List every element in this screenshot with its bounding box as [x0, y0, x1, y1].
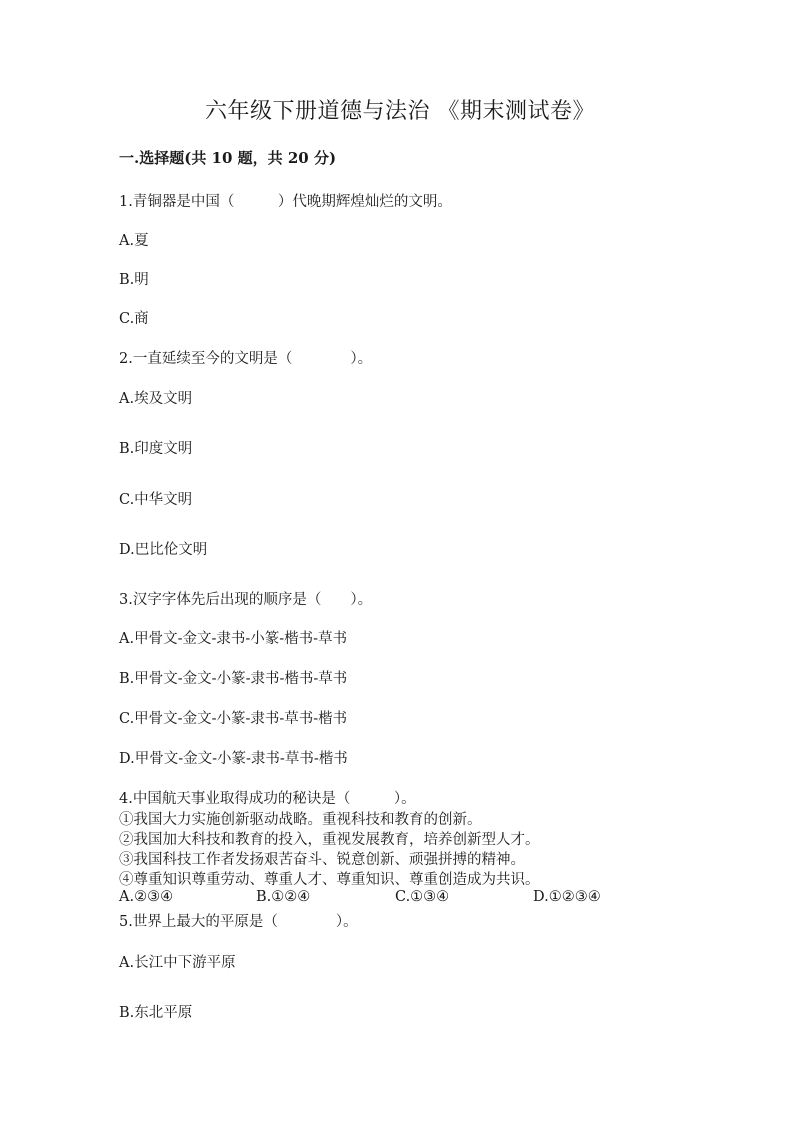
question-4-option-a: A.②③④ [119, 889, 174, 905]
question-4-option-d: D.①②③④ [533, 889, 601, 905]
question-5-option-a: A.长江中下游平原 [119, 955, 236, 971]
question-2-option-a: A.埃及文明 [119, 391, 193, 407]
question-2-stem: 2.一直延续至今的文明是（ ）。 [119, 351, 373, 367]
question-5-option-b: B.东北平原 [119, 1005, 193, 1021]
question-2-option-d: D.巴比伦文明 [119, 542, 208, 558]
question-3-option-c: C.甲骨文-金文-小篆-隶书-草书-楷书 [119, 711, 348, 727]
question-1-option-a: A.夏 [119, 233, 149, 249]
question-4-options [119, 889, 639, 909]
question-3-option-a: A.甲骨文-金文-隶书-小篆-楷书-草书 [119, 631, 348, 647]
question-4-statement-4: ④尊重知识尊重劳动、尊重人才、尊重知识、尊重创造成为共识。 [119, 872, 540, 888]
question-4-option-c: C.①③④ [395, 889, 450, 905]
question-5-stem: 5.世界上最大的平原是（ ）。 [119, 914, 358, 930]
question-4-statement-3: ③我国科技工作者发扬艰苦奋斗、锐意创新、顽强拼搏的精神。 [119, 852, 525, 868]
question-3-option-b: B.甲骨文-金文-小篆-隶书-楷书-草书 [119, 671, 348, 687]
question-3-stem: 3.汉字字体先后出现的顺序是（ ）。 [119, 592, 373, 608]
question-4-option-b: B.①②④ [256, 889, 311, 905]
question-1-option-c: C.商 [119, 311, 149, 327]
question-2-option-b: B.印度文明 [119, 441, 193, 457]
question-3-option-d: D.甲骨文-金文-小篆-隶书-草书-楷书 [119, 751, 348, 767]
question-1-option-b: B.明 [119, 272, 149, 288]
question-4-statement-2: ②我国加大科技和教育的投入，重视发展教育，培养创新型人才。 [119, 832, 540, 848]
question-2-option-c: C.中华文明 [119, 492, 193, 508]
question-4-stem: 4.中国航天事业取得成功的秘诀是（ ）。 [119, 791, 416, 807]
question-4-statement-1: ①我国大力实施创新驱动战略。重视科技和教育的创新。 [119, 812, 482, 828]
section-heading: 一.选择题(共 10 题，共 20 分) [119, 149, 337, 167]
page-title: 六年级下册道德与法治 《期末测试卷》 [205, 99, 595, 124]
question-1-stem: 1.青铜器是中国（ ）代晚期辉煌灿烂的文明。 [119, 194, 452, 210]
